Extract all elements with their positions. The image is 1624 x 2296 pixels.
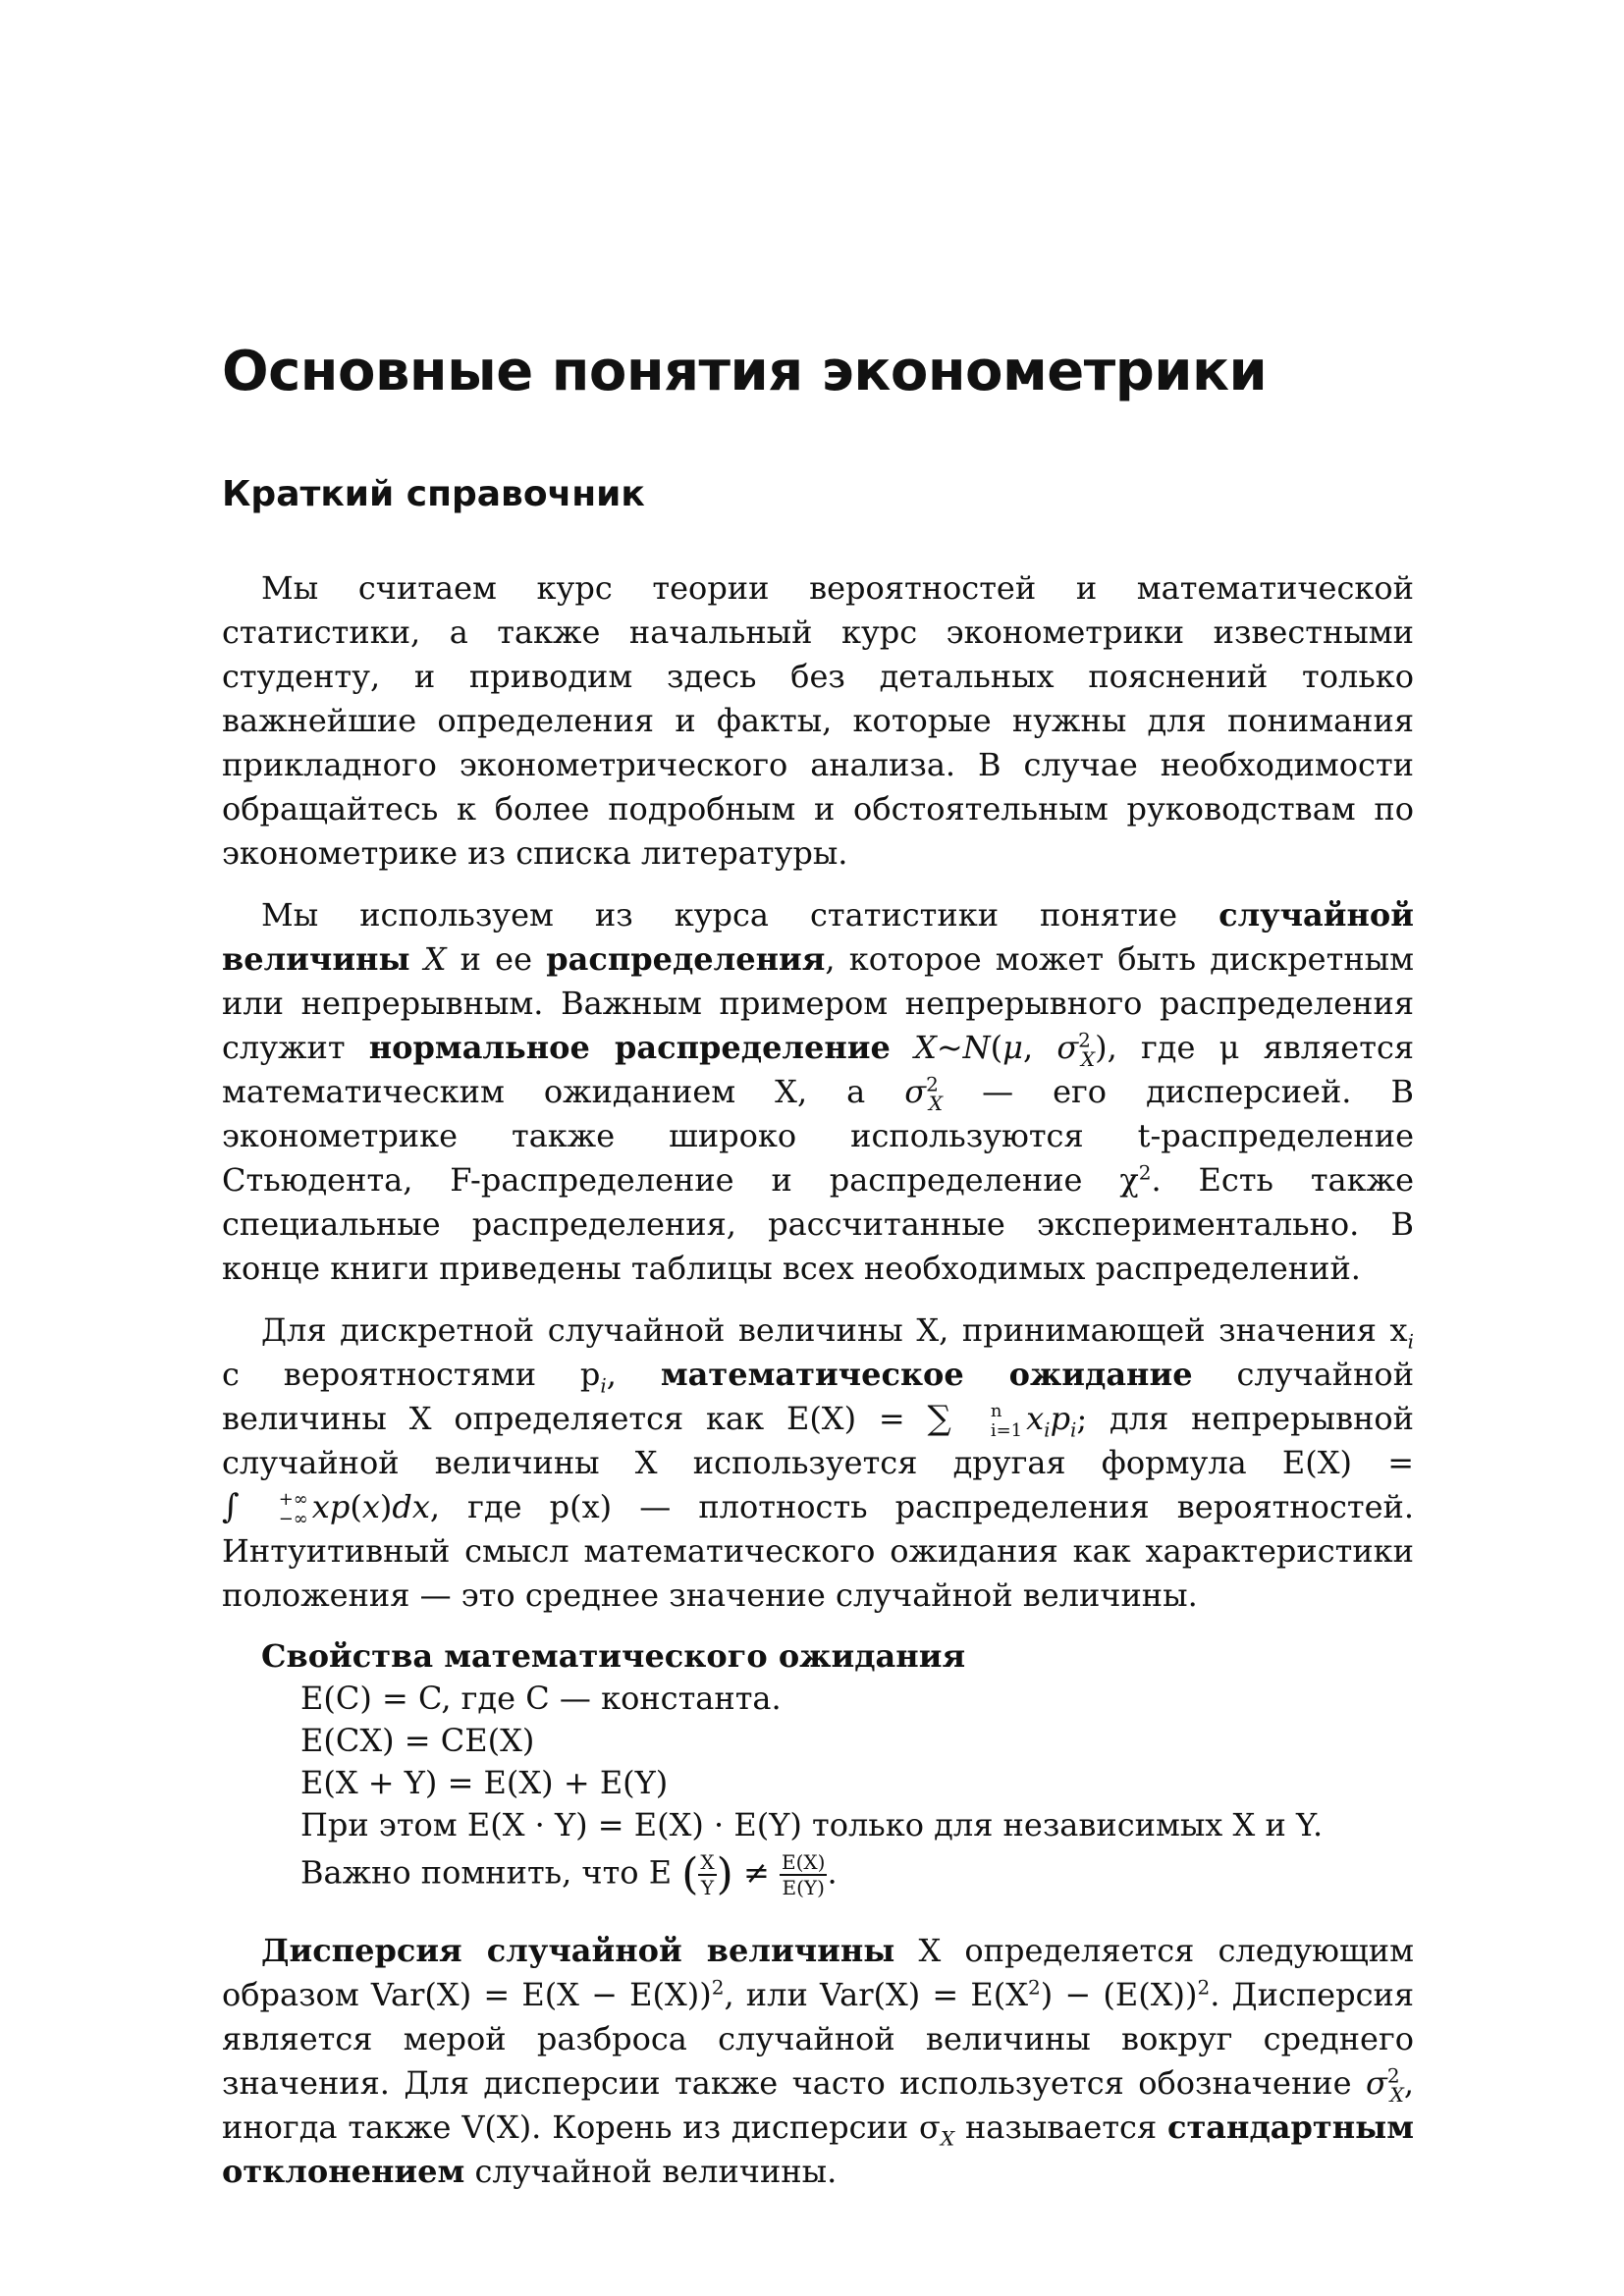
property-line: E(C) = C, где C — константа. [300,1680,782,1718]
text-fragment: случайной величины X определяется как E(X) = [222,1356,1415,1438]
text-fragment: , где p(x) — плотность распределения вероятностей. Интуитивный смысл математического ожидания как характеристики положения — это среднее значение случайной величины. [222,1488,1414,1615]
term-random-variable: случайной величины [222,896,1414,979]
fraction-x-over-y: $\frac{X}{Y}$ [700,1850,715,1900]
paragraph-random-variable: Мы используем из курса статистики понятие случайной величины X и ее распределения, которое может быть дискретным или непрерывным. Важным примером непрерывного распределения служит нормальное распределение X~N(μ, $\sigma^2_X$), где μ является математическим ожиданием X, а $\sigma^2_X$ — его дисперсией. В эконометрике также широко используются t-распределение Стьюдента, F-распределение и распределение $\chi^2$. Есть также специальные распределения, рассчитанные экспериментально. В конце книги приведены таблицы всех необходимых распределений. [222,896,1415,1288]
text-fragment: , где μ является математическим ожиданием X, а [222,1029,1415,1111]
formula-sigma-sq: $\sigma^2_X$ [1366,2063,1404,2107]
formula-sigma-sq: $\sigma^2_X$ [904,1072,944,1115]
text-fragment: называется [954,2109,1167,2147]
term-normal-distribution: нормальное распределение [368,1029,891,1067]
formula-integral: ∫ +∞ −∞ xp(x)dx [222,1487,430,1529]
text-fragment: ) − (E(X)) [1040,1976,1198,2014]
text-fragment: , иногда также V(X). Корень из дисперсии σ [222,2064,1414,2147]
paragraph-expectation: Для дискретной случайной величины X, принимающей значения $x_i$ с вероятностями $p_i$, математическое ожидание случайной величины X определяется как E(X) = ∑ n i=1 $x_ip_i$; для непрерывной случайной величины X используется другая формула E(X) = ∫ +∞ −∞ xp(x)dx, где p(x) — плотность распределения вероятностей. Интуитивный смысл математического ожидания как характеристики положения — это среднее значение случайной величины. [222,1311,1415,1615]
text-fragment: Для дискретной случайной величины X, принимающей значения x [261,1311,1408,1350]
properties-block [261,1635,1414,1899]
text-fragment: Важно помнить, что E [300,1853,673,1892]
text-fragment: ≠ [732,1853,780,1892]
formula-sum: ∑ n i=1 $x_ip_i$ [927,1399,1077,1442]
formula-normal: X~N(μ, $\sigma^2_X$) [914,1028,1108,1071]
text-fragment: . Дисперсия является мерой разброса случайной величины вокруг среднего значения. Для дисперсии также часто используется обозначение [222,1976,1414,2103]
paragraph-intro: Мы считаем курс теории вероятностей и математической статистики, а также начальный курс эконометрики известными студенту, и приводим здесь без детальных пояснений только важнейшие определения и факты, которые нужны для понимания прикладного эконометрического анализа. В случае необходимости обращайтесь к более подробным и обстоятельным руководствам по эконометрике из списка литературы. [222,569,1414,873]
term-expectation: математическое ожидание [660,1356,1193,1394]
text-fragment: случайной величины. [464,2153,838,2191]
properties-title: Свойства математического ожидания [261,1637,966,1676]
text-fragment: и ее [446,940,547,979]
term-distribution: распределения [546,940,826,979]
text-fragment: . Есть также специальные распределения, рассчитанные экспериментально. В конце книги приведены таблицы всех необходимых распределений. [222,1161,1415,1288]
text-fragment: , которое может быть дискретным или непрерывным. Важным примером непрерывного распределения служит [222,940,1415,1067]
text-fragment: Мы используем из курса статистики понятие [261,896,1219,934]
property-line: E(X + Y) = E(X) + E(Y) [300,1764,669,1802]
text-fragment: , или Var(X) = E(X [724,1976,1029,2014]
term-variance: Дисперсия случайной величины [261,1932,895,1970]
text-fragment: с вероятностями p [222,1356,601,1394]
text-fragment: X определяется следующим образом Var(X) = E(X − E(X)) [222,1932,1415,2014]
text-fragment: — его дисперсией. В эконометрике также широко используются t-распределение Стьюдента, F-распределение и распределение χ [222,1073,1414,1200]
text-fragment: , [606,1356,661,1394]
document-page [222,339,1414,2212]
property-line: При этом E(X · Y) = E(X) · E(Y) только для независимых X и Y. [300,1806,1324,1844]
property-line-fraction: Важно помнить, что E ( $\frac{X}{Y}$ ) ≠ $\frac{E(X)}{E(Y)}$ . [300,1849,838,1900]
section-title: Краткий справочник [222,474,645,515]
chapter-title: Основные понятия эконометрики [222,340,1268,403]
paragraph-variance: Дисперсия случайной величины X определяется следующим образом $Var(X) = E(X - E(X))^2$, или $Var(X) = E(X^2) - (E(X))^2$. Дисперсия является мерой разброса случайной величины вокруг среднего значения. Для дисперсии также часто используется обозначение $\sigma^2_X$, иногда также V(X). Корень из дисперсии $\sigma_X$ называется стандартным отклонением случайной величины. [222,1932,1415,2191]
term-std-deviation: стандартным отклонением [222,2109,1415,2191]
text-fragment: ; для непрерывной случайной величины X используется другая формула E(X) = [222,1400,1415,1482]
fraction-ex-over-ey: $\frac{E(X)}{E(Y)}$ [781,1850,826,1900]
property-line: E(CX) = CE(X) [300,1722,535,1760]
